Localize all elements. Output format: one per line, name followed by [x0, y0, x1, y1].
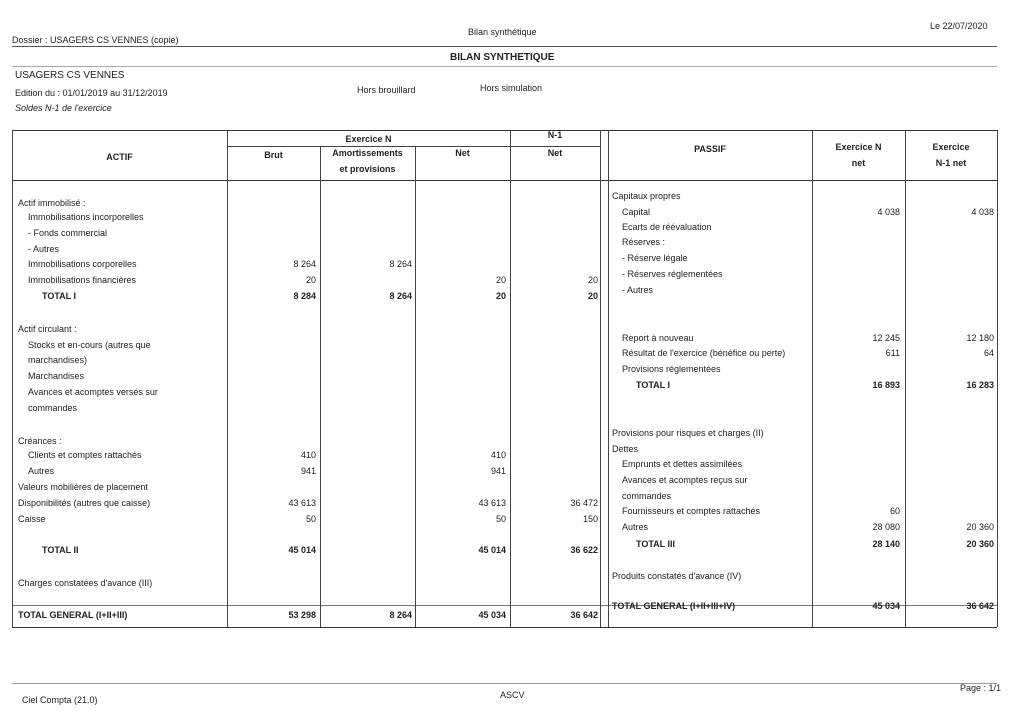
- passif-n-value: 4 038: [877, 207, 900, 217]
- header-amort-1: Amortissements: [332, 148, 403, 158]
- group-header-divider: [227, 146, 600, 147]
- table-top-border: [12, 130, 997, 131]
- col-line: [905, 130, 906, 627]
- passif-row-label: Avances et acomptes reçus sur: [622, 475, 748, 485]
- software-label: Ciel Compta (21.0): [22, 695, 98, 705]
- passif-n-value: 611: [885, 348, 900, 358]
- actif-row-label: Marchandises: [28, 371, 85, 381]
- actif-n1-value: 36 472: [570, 498, 598, 508]
- actif-brut-value: 8 264: [293, 259, 316, 269]
- col-line: [320, 146, 321, 627]
- actif-row-label: Immobilisations corporelles: [28, 259, 137, 269]
- actif-brut-value: 20: [305, 275, 316, 285]
- actif-brut-value: 43 613: [288, 498, 316, 508]
- header-passif: PASSIF: [694, 144, 726, 154]
- passif-row-label: Report à nouveau: [622, 333, 694, 343]
- actif-amort-value: 8 264: [389, 610, 412, 620]
- passif-row-label: - Réserve légale: [622, 253, 688, 263]
- actif-net-value: 20: [495, 275, 506, 285]
- actif-row-label: - Autres: [28, 244, 60, 254]
- document-title: Bilan synthétique: [468, 27, 537, 37]
- passif-row-label: TOTAL III: [636, 539, 676, 549]
- table-header-bottom: [12, 180, 997, 181]
- actif-brut-value: 53 298: [288, 610, 316, 620]
- passif-row-label: Réserves :: [622, 237, 666, 247]
- actif-row-label: TOTAL I: [42, 291, 77, 301]
- passif-row-label: - Réserves réglementées: [622, 269, 723, 279]
- header-ex-n-2: net: [851, 158, 866, 168]
- actif-net-value: 43 613: [478, 498, 506, 508]
- header-amort-2: et provisions: [339, 164, 396, 174]
- passif-row-label: Dettes: [612, 444, 639, 454]
- actif-row-label: Créances :: [18, 436, 62, 446]
- passif-n-value: 28 080: [872, 522, 900, 532]
- col-line: [12, 130, 13, 627]
- actif-n1-value: 36 642: [570, 610, 598, 620]
- passif-row-label: TOTAL GENERAL (I+II+III+IV): [612, 601, 736, 611]
- actif-row-label: Caisse: [18, 514, 46, 524]
- actif-n1-value: 36 622: [570, 545, 598, 555]
- actif-brut-value: 50: [305, 514, 316, 524]
- col-line: [600, 130, 601, 627]
- passif-n-value: 28 140: [872, 539, 900, 549]
- actif-brut-value: 410: [300, 450, 316, 460]
- passif-row-label: Provisions pour risques et charges (II): [612, 428, 764, 438]
- actif-row-label: Charges constatées d'avance (III): [18, 578, 153, 588]
- actif-net-value: 50: [495, 514, 506, 524]
- passif-row-label: Résultat de l'exercice (bénéfice ou perte): [622, 348, 786, 358]
- table-bottom-border: [12, 627, 997, 628]
- actif-row-label: Immobilisations financières: [28, 275, 137, 285]
- passif-n1-value: 4 038: [971, 207, 994, 217]
- actif-net-value: 45 034: [478, 610, 506, 620]
- passif-row-label: Capital: [622, 207, 651, 217]
- company-name: USAGERS CS VENNES: [15, 70, 125, 81]
- actif-row-label: Actif immobilisé :: [18, 198, 86, 208]
- brouillard-label: Hors brouillard: [357, 85, 416, 95]
- org-label: ASCV: [500, 690, 525, 700]
- actif-brut-value: 941: [300, 466, 316, 476]
- print-date: Le 22/07/2020: [930, 21, 988, 31]
- actif-row-label: TOTAL II: [42, 545, 79, 555]
- header-exercice-n: Exercice N: [345, 134, 392, 144]
- passif-n1-value: 16 283: [966, 380, 994, 390]
- passif-row-label: Ecarts de réévaluation: [622, 222, 712, 232]
- actif-row-label: TOTAL GENERAL (I+II+III): [18, 610, 128, 620]
- passif-n-value: 60: [889, 506, 900, 516]
- passif-row-label: TOTAL I: [636, 380, 671, 390]
- col-line: [997, 130, 998, 627]
- passif-n1-value: 12 180: [966, 333, 994, 343]
- passif-row-label: Autres: [622, 522, 649, 532]
- header-net: Net: [455, 148, 470, 158]
- actif-row-label: commandes: [28, 403, 78, 413]
- page-number: Page : 1/1: [960, 683, 1002, 693]
- passif-row-label: Produits constatés d'avance (IV): [612, 571, 742, 581]
- col-line: [812, 130, 813, 627]
- actif-row-label: - Fonds commercial: [28, 228, 108, 238]
- soldes-note: Soldes N-1 de l'exercice: [15, 103, 112, 113]
- header-n1: N-1: [547, 130, 563, 140]
- actif-brut-value: 8 284: [293, 291, 316, 301]
- actif-n1-value: 20: [587, 275, 598, 285]
- actif-row-label: Stocks et en-cours (autres que: [28, 340, 151, 350]
- actif-net-value: 941: [490, 466, 506, 476]
- main-title: BILAN SYNTHETIQUE: [450, 52, 555, 63]
- header-net-n1: Net: [547, 148, 563, 158]
- passif-row-label: Fournisseurs et comptes rattachés: [622, 506, 761, 516]
- header-ex-n-1: Exercice N: [835, 142, 882, 152]
- header-divider: [12, 46, 997, 47]
- header-actif: ACTIF: [106, 152, 133, 162]
- actif-n1-value: 20: [587, 291, 598, 301]
- footer-divider: [12, 683, 997, 684]
- actif-row-label: Avances et acomptes versés sur: [28, 387, 158, 397]
- actif-row-label: Clients et comptes rattachés: [28, 450, 142, 460]
- passif-n-value: 45 034: [872, 601, 900, 611]
- actif-brut-value: 45 014: [288, 545, 316, 555]
- actif-net-value: 410: [490, 450, 506, 460]
- passif-n-value: 16 893: [872, 380, 900, 390]
- passif-n1-value: 64: [983, 348, 994, 358]
- actif-net-value: 20: [495, 291, 506, 301]
- actif-row-label: marchandises): [28, 355, 88, 365]
- passif-n1-value: 20 360: [966, 539, 994, 549]
- actif-row-label: Immobilisations incorporelles: [28, 212, 144, 222]
- title-divider: [12, 66, 997, 67]
- header-ex-n1-2: N-1 net: [935, 158, 967, 168]
- actif-n1-value: 150: [582, 514, 598, 524]
- actif-row-label: Autres: [28, 466, 55, 476]
- actif-amort-value: 8 264: [389, 291, 412, 301]
- passif-n1-value: 36 642: [966, 601, 994, 611]
- actif-row-label: Valeurs mobilières de placement: [18, 482, 148, 492]
- header-brut: Brut: [264, 150, 283, 160]
- simulation-label: Hors simulation: [480, 83, 543, 93]
- actif-net-value: 45 014: [478, 545, 506, 555]
- passif-row-label: - Autres: [622, 285, 654, 295]
- actif-amort-value: 8 264: [389, 259, 412, 269]
- passif-row-label: Capitaux propres: [612, 191, 681, 201]
- actif-row-label: Disponibilités (autres que caisse): [18, 498, 151, 508]
- col-line: [608, 130, 609, 627]
- actif-row-label: Actif circulant :: [18, 324, 77, 334]
- passif-row-label: Emprunts et dettes assimilées: [622, 459, 743, 469]
- passif-row-label: Provisions réglementées: [622, 364, 721, 374]
- header-ex-n1-1: Exercice: [932, 142, 970, 152]
- passif-row-label: commandes: [622, 491, 672, 501]
- dossier-label: Dossier : USAGERS CS VENNES (copie): [12, 35, 179, 45]
- edition-period: Edition du : 01/01/2019 au 31/12/2019: [15, 88, 168, 98]
- passif-n1-value: 20 360: [966, 522, 994, 532]
- passif-n-value: 12 245: [872, 333, 900, 343]
